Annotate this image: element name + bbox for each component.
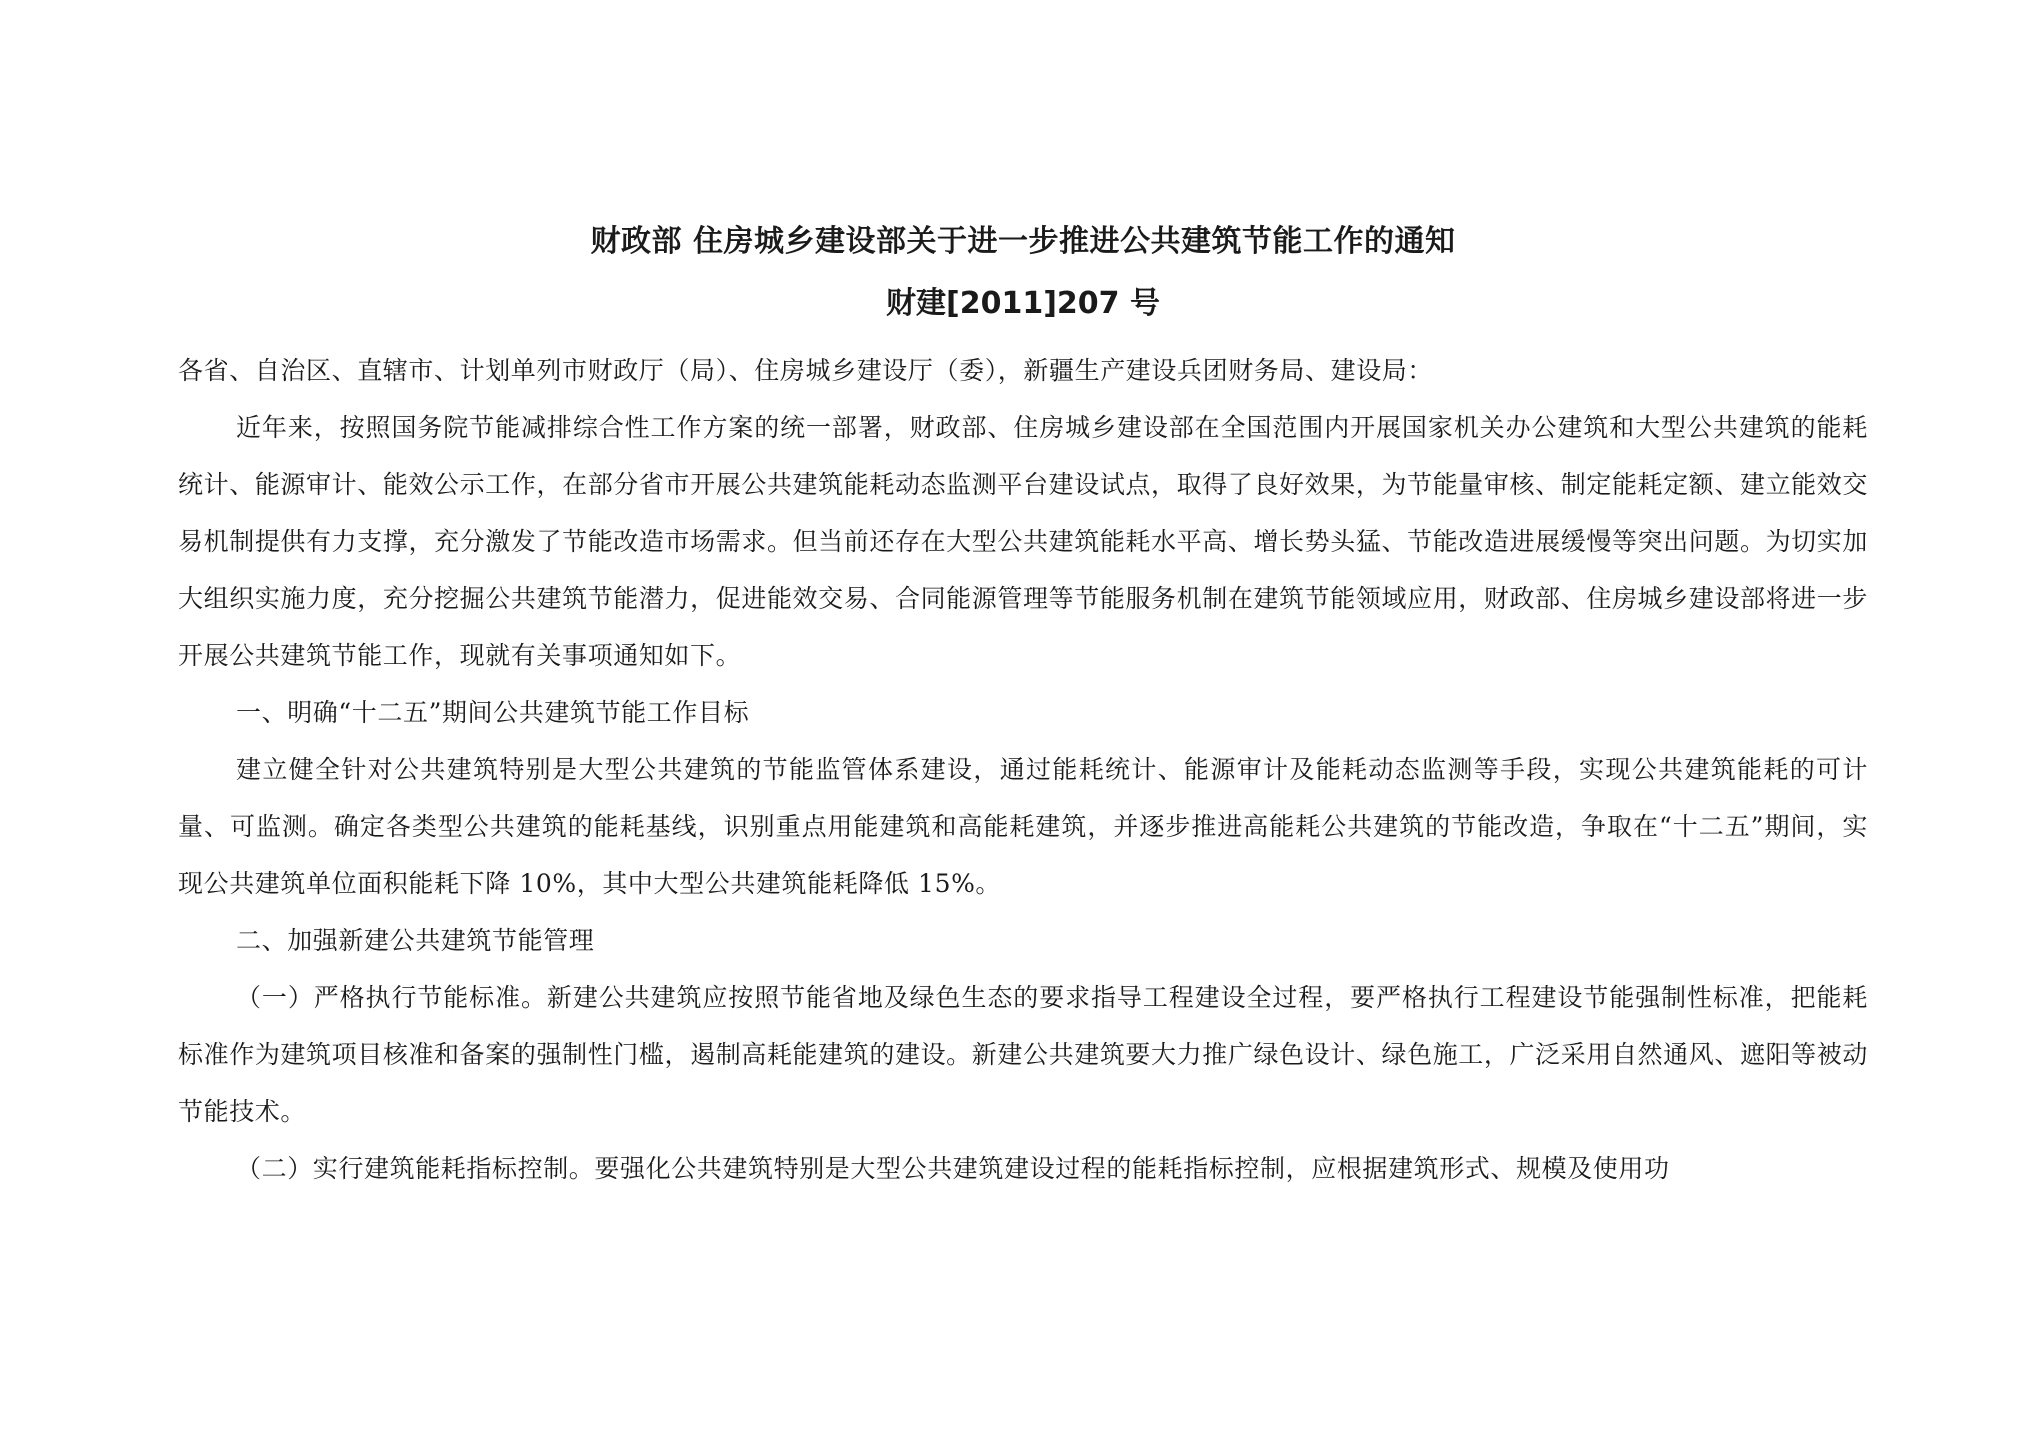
document-body xyxy=(178,222,1868,1197)
addressee: 各省、自治区、直辖市、计划单列市财政厅（局）、住房城乡建设厅（委），新疆生产建设兵团财务局、建设局： xyxy=(178,356,1434,385)
intro-paragraph: 近年来，按照国务院节能减排综合性工作方案的统一部署，财政部、住房城乡建设部在全国范围内开展国家机关办公建筑和大型公共建筑的能耗统计、能源审计、能效公示工作，在部分省市开展公共建筑能耗动态监测平台建设试点，取得了良好效果，为节能量审核、制定能耗定额、建立能效交易机制提供有力支撑，充分激发了节能改造市场需求。但当前还存在大型公共建筑能耗水平高、增长势头猛、节能改造进展缓慢等突出问题。为切实加大组织实施力度，充分挖掘公共建筑节能潜力，促进能效交易、合同能源管理等节能服务机制在建筑节能领域应用，财政部、住房城乡建设部将进一步开展公共建筑节能工作，现就有关事项通知如下。 xyxy=(178,413,1868,670)
document-title: 财政部 住房城乡建设部关于进一步推进公共建筑节能工作的通知 xyxy=(590,224,1456,259)
section-2-item-2: （二）实行建筑能耗指标控制。要强化公共建筑特别是大型公共建筑建设过程的能耗指标控制，应根据建筑形式、规模及使用功 xyxy=(236,1154,1670,1183)
section-1-paragraph: 建立健全针对公共建筑特别是大型公共建筑的节能监管体系建设，通过能耗统计、能源审计及能耗动态监测等手段，实现公共建筑能耗的可计量、可监测。确定各类型公共建筑的能耗基线，识别重点用能建筑和高能耗建筑，并逐步推进高能耗公共建筑的节能改造，争取在“十二五”期间，实现公共建筑单位面积能耗下降 10%，其中大型公共建筑能耗降低 15%。 xyxy=(178,755,1868,898)
document-number: 财建[2011]207 号 xyxy=(886,286,1160,321)
section-2-item-1: （一）严格执行节能标准。新建公共建筑应按照节能省地及绿色生态的要求指导工程建设全过程，要严格执行工程建设节能强制性标准，把能耗标准作为建筑项目核准和备案的强制性门槛，遏制高耗能建筑的建设。新建公共建筑要大力推广绿色设计、绿色施工，广泛采用自然通风、遮阳等被动节能技术。 xyxy=(178,983,1868,1126)
section-1-heading: 一、明确“十二五”期间公共建筑节能工作目标 xyxy=(236,698,750,727)
section-2-heading: 二、加强新建公共建筑节能管理 xyxy=(236,926,595,955)
